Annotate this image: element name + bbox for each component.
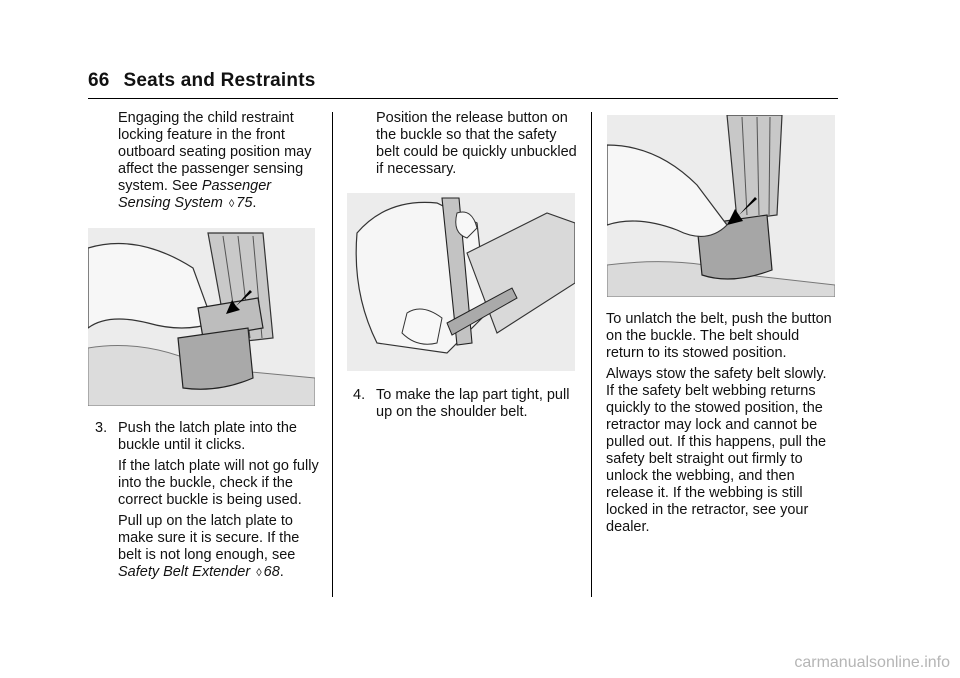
step-4: 4. To make the lap part tight, pull up on the shoulder belt. xyxy=(353,387,570,420)
col1-paragraph-2: If the latch plate will not go fully into the buckle, check if the correct buckle is being used. xyxy=(118,458,319,508)
column-divider-2 xyxy=(591,112,592,597)
cross-reference-link[interactable]: Safety Belt Extender xyxy=(118,564,251,580)
page-number: 66 xyxy=(88,70,110,91)
col2-paragraph-1: Position the release button on the buckle so that the safety belt could be quickly unbuckled if necessary. xyxy=(376,110,577,177)
page-header xyxy=(88,70,316,92)
col1-paragraph-1: Engaging the child restraint locking feature in the front outboard seating position may affect the passenger sensing system. See Passenger Sensing System ◊ 75. xyxy=(118,110,312,211)
column-divider-1 xyxy=(332,112,333,597)
lap-belt-illustration xyxy=(347,193,575,371)
page-ref-icon: ◊ xyxy=(256,567,262,579)
col1-paragraph-3: Pull up on the latch plate to make sure it is secure. If the belt is not long enough, see Safety Belt Extender ◊ 68. xyxy=(118,513,300,580)
latch-plate-illustration xyxy=(88,228,315,406)
col3-paragraph-2: Always stow the safety belt slowly. If the safety belt webbing returns quickly to the stowed position, the retractor may lock and cannot be pulled out. If this happens, pull the safety belt straight out firmly to unlock the webbing, and then release it. If the webbing is still locked in the retractor, see your dealer. xyxy=(606,366,827,535)
section-title: Seats and Restraints xyxy=(123,70,316,91)
step-3: 3. Push the latch plate into the buckle until it clicks. xyxy=(95,420,297,453)
watermark: carmanualsonline.info xyxy=(794,654,950,671)
buckle-release-illustration xyxy=(607,115,835,297)
cross-reference-link[interactable]: Passenger xyxy=(201,178,272,194)
page-ref-icon: ◊ xyxy=(228,198,235,210)
header-rule xyxy=(88,98,838,99)
cross-reference-link[interactable]: Sensing System xyxy=(118,195,223,211)
page-ref-number[interactable]: 68 xyxy=(263,564,280,580)
page-ref-number[interactable]: 75 xyxy=(236,195,253,211)
col3-paragraph-1: To unlatch the belt, push the button on the buckle. The belt should return to its stowed position. xyxy=(606,311,832,361)
